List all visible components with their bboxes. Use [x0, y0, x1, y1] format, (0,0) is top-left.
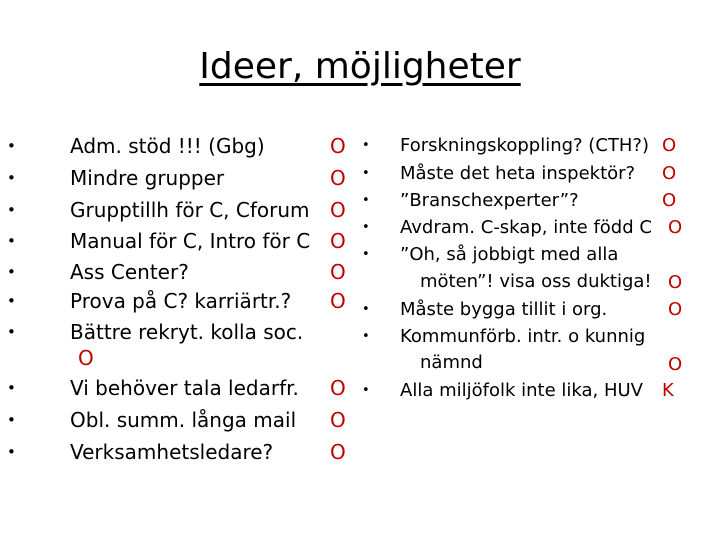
status-mark: O [662, 135, 677, 156]
status-mark: O [662, 190, 677, 211]
list-item: Måste det heta inspektör? [400, 163, 636, 184]
list-item: Prova på C? karriärtr.? [70, 289, 292, 313]
status-mark: O [668, 272, 683, 293]
bullet: • [362, 193, 370, 208]
bullet: • [362, 220, 370, 235]
list-item-continuation: nämnd [420, 352, 483, 373]
bullet: • [7, 169, 16, 187]
status-mark: K [662, 380, 674, 401]
list-item: Forskningskoppling? (CTH?) [400, 135, 650, 156]
status-mark: O [78, 346, 94, 370]
list-item: Måste bygga tillit i org. [400, 299, 608, 320]
list-item: Bättre rekryt. kolla soc. [70, 320, 304, 344]
bullet: • [7, 232, 16, 250]
status-mark: O [330, 166, 346, 190]
bullet: • [7, 201, 16, 219]
bullet: • [7, 263, 16, 281]
status-mark: O [330, 198, 346, 222]
list-item: Mindre grupper [70, 166, 225, 190]
list-item: Kommunförb. intr. o kunnig [400, 326, 646, 347]
bullet: • [7, 292, 16, 310]
slide-title: Ideer, möjligheter [199, 46, 521, 87]
list-item: Manual för C, Intro för C [70, 229, 311, 253]
list-item: ”Branschexperter”? [400, 190, 579, 211]
list-item: Alla miljöfolk inte lika, HUV [400, 380, 643, 401]
bullet: • [7, 379, 16, 397]
bullet: • [7, 411, 16, 429]
bullet: • [7, 323, 16, 341]
status-mark: O [330, 260, 346, 284]
bullet: • [362, 247, 370, 262]
bullet: • [362, 166, 370, 181]
status-mark: O [330, 134, 346, 158]
status-mark: O [668, 217, 683, 238]
list-item: Verksamhetsledare? [70, 440, 274, 464]
status-mark: O [330, 229, 346, 253]
status-mark: O [330, 376, 346, 400]
list-item: Obl. summ. långa mail [70, 408, 297, 432]
status-mark: O [662, 163, 677, 184]
status-mark: O [668, 299, 683, 320]
list-item: Grupptillh för C, Cforum [70, 198, 310, 222]
bullet: • [362, 302, 370, 317]
status-mark: O [330, 408, 346, 432]
status-mark: O [330, 289, 346, 313]
list-item: ”Oh, så jobbigt med alla [400, 244, 619, 265]
bullet: • [362, 383, 370, 398]
bullet: • [7, 137, 16, 155]
status-mark: O [668, 354, 683, 375]
status-mark: O [330, 440, 346, 464]
bullet: • [362, 329, 370, 344]
list-item: Avdram. C-skap, inte född C [400, 217, 652, 238]
list-item-continuation: möten”! visa oss duktiga! [420, 271, 652, 292]
list-item: Ass Center? [70, 260, 189, 284]
bullet: • [7, 443, 16, 461]
list-item: Adm. stöd !!! (Gbg) [70, 134, 265, 158]
bullet: • [362, 138, 370, 153]
list-item: Vi behöver tala ledarfr. [70, 376, 299, 400]
